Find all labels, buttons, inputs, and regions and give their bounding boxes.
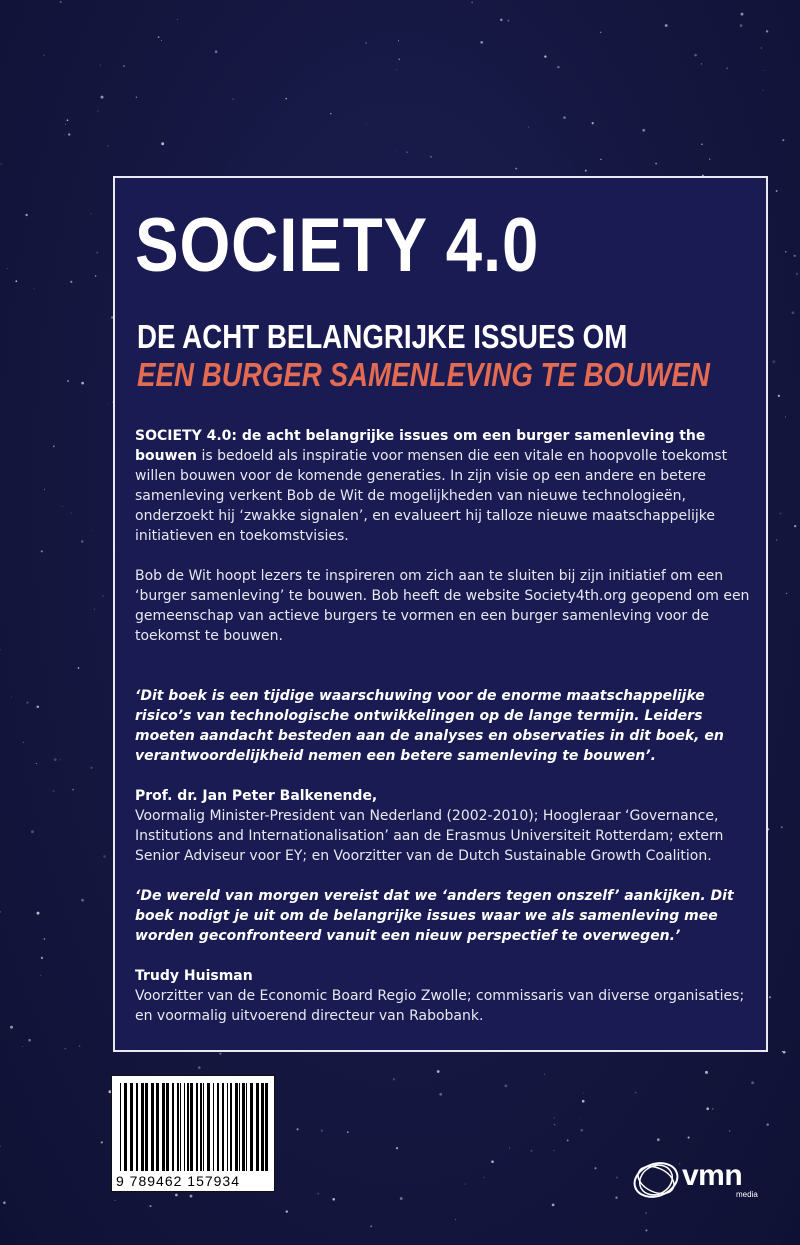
- star: [81, 540, 83, 542]
- star: [366, 124, 367, 125]
- star: [701, 63, 702, 64]
- star: [688, 1137, 690, 1139]
- star: [455, 1219, 456, 1220]
- star: [794, 255, 796, 257]
- star: [44, 938, 46, 940]
- star: [41, 957, 43, 959]
- star: [92, 530, 93, 531]
- star: [25, 214, 27, 216]
- star: [398, 58, 400, 60]
- star: [726, 68, 728, 70]
- barcode-bar: [256, 1083, 259, 1171]
- star: [96, 252, 98, 254]
- isbn-barcode: [111, 1075, 275, 1192]
- star: [370, 1225, 372, 1227]
- barcode-bar: [124, 1083, 127, 1171]
- star: [579, 1118, 580, 1119]
- barcode-bar: [246, 1083, 247, 1171]
- blurb-paragraph-1: [135, 426, 760, 546]
- star: [68, 133, 70, 135]
- star: [785, 251, 786, 252]
- star: [592, 122, 594, 124]
- star: [7, 268, 8, 269]
- star: [439, 1093, 442, 1096]
- star: [91, 213, 92, 214]
- star: [28, 1039, 31, 1042]
- book-title: SOCIETY 4.0: [135, 203, 540, 288]
- star: [365, 42, 367, 44]
- star: [430, 156, 432, 158]
- star: [215, 50, 218, 53]
- star: [79, 1045, 80, 1046]
- star: [507, 20, 509, 22]
- star: [712, 1108, 714, 1110]
- star: [761, 47, 762, 48]
- barcode-bar: [145, 1083, 148, 1171]
- star: [553, 1150, 554, 1151]
- star: [780, 513, 782, 515]
- star: [794, 525, 796, 527]
- star: [67, 119, 69, 121]
- subtitle-line-2: EEN BURGER SAMENLEVING TE BOUWEN: [137, 356, 710, 393]
- star: [645, 1229, 647, 1231]
- star: [400, 1197, 403, 1200]
- barcode-bar: [261, 1083, 264, 1171]
- star: [544, 55, 546, 57]
- star: [286, 1210, 288, 1212]
- barcode-bar: [172, 1083, 174, 1171]
- star: [285, 98, 287, 100]
- endorsement-credit-1: [135, 786, 760, 866]
- star: [62, 506, 63, 507]
- star: [36, 763, 37, 764]
- endorsement-quote-1: ‘Dit boek is een tijdige waarschuwing voor de enorme maatschappelijke risico’s van technologische ontwikkelingen op de lange termijn. Leiders moeten aandacht besteden aan de analyses en observaties in dit boek, en verantwoordelijkheid nemen een betere samenleving te bouwen’.: [135, 688, 724, 764]
- star: [785, 417, 786, 418]
- star: [763, 70, 764, 71]
- star: [783, 1051, 786, 1054]
- star: [635, 1092, 636, 1093]
- barcode-bar: [177, 1083, 179, 1171]
- star: [40, 975, 41, 976]
- barcode-bar: [196, 1083, 198, 1171]
- star: [297, 1128, 299, 1130]
- star: [232, 98, 233, 99]
- star: [600, 159, 602, 161]
- star: [107, 145, 109, 147]
- barcode-bar: [190, 1083, 193, 1171]
- barcode-bar: [180, 1083, 181, 1171]
- star: [321, 1129, 324, 1132]
- star: [161, 40, 162, 41]
- star: [657, 1138, 660, 1141]
- star: [0, 163, 2, 165]
- blurb-paragraph-1-body: is bedoeld als inspiratie voor mensen die een vitale en hoopvolle toekomst willen bouwen voor de komende generaties. In zijn visie op een andere en betere samenleving verkent Bob de Wit de mogelijkheden van nieuwe technologieën, onderzoekt hij ‘zwakke signalen’, en evalueert hij talloze nieuwe maatschappelijke initiatieven en toekomstvisies.: [135, 448, 728, 544]
- star: [114, 1200, 115, 1201]
- star: [646, 1213, 647, 1214]
- star: [769, 996, 771, 998]
- star: [53, 445, 55, 447]
- barcode-bar: [250, 1083, 253, 1171]
- star: [95, 275, 97, 277]
- blurb-paragraph-2: Bob de Wit hoopt lezers te inspireren om zich aan te sluiten bij zijn initiatief om een ‘burger samenleving’ te bouwen. Bob heeft de website Society4th.org geopend om een gemeenschap van actieve burgers te vormen en een burger samenleving voor de toekomst te bouwen.: [135, 568, 750, 644]
- star: [177, 19, 178, 20]
- star: [65, 124, 66, 125]
- star: [655, 163, 657, 165]
- barcode-bar: [162, 1083, 165, 1171]
- star: [406, 151, 407, 152]
- star: [796, 273, 798, 275]
- star: [766, 1123, 769, 1126]
- star: [782, 1051, 783, 1052]
- star: [782, 139, 784, 141]
- star: [642, 129, 645, 132]
- star: [509, 1148, 510, 1149]
- star: [740, 24, 743, 27]
- star: [317, 1193, 319, 1195]
- star: [531, 1150, 533, 1152]
- star: [64, 1048, 65, 1049]
- star: [23, 742, 24, 743]
- star: [567, 1139, 569, 1141]
- barcode-bar: [242, 1083, 245, 1171]
- star: [103, 855, 106, 858]
- star: [0, 1146, 1, 1147]
- star: [3, 1201, 6, 1204]
- endorsement-author-1: Prof. dr. Jan Peter Balkenende,: [135, 788, 378, 804]
- star: [97, 111, 98, 112]
- star: [219, 1053, 221, 1055]
- barcode-bar: [265, 1083, 268, 1171]
- star: [26, 702, 28, 704]
- star: [500, 19, 503, 22]
- star: [580, 1129, 583, 1132]
- star: [78, 667, 80, 669]
- barcode-bar: [184, 1083, 185, 1171]
- star: [44, 55, 45, 56]
- barcode-bar: [227, 1083, 228, 1171]
- star: [72, 789, 74, 791]
- barcode-bar: [156, 1083, 159, 1171]
- star: [776, 539, 778, 541]
- star: [557, 66, 559, 68]
- star: [544, 1074, 545, 1075]
- star: [709, 158, 710, 159]
- star: [528, 127, 529, 128]
- subtitle-line-1: DE ACHT BELANGRIJKE ISSUES OM: [137, 318, 628, 355]
- star: [158, 36, 160, 38]
- barcode-bar: [203, 1083, 204, 1171]
- star: [465, 1183, 466, 1184]
- star: [94, 609, 95, 610]
- star: [480, 41, 483, 44]
- star: [107, 404, 108, 405]
- publisher-logo: [630, 1155, 770, 1205]
- endorsement-affiliation-1: Voormalig Minister-President van Nederland (2002-2010); Hoogleraar ‘Governance, Institutions and Internationalisation’ aan de Erasmus Universiteit Rotterdam; extern Senior Adviseur voor EY; en Voorzitter van de Dutch Sustainable Growth Coalition.: [135, 808, 724, 864]
- star: [504, 1084, 507, 1087]
- star: [37, 912, 40, 915]
- publisher-subname: media: [736, 1190, 758, 1199]
- star: [515, 168, 517, 170]
- star: [398, 40, 399, 41]
- star: [37, 705, 40, 708]
- star: [792, 311, 795, 314]
- star: [615, 1197, 617, 1199]
- blurb-lead: SOCIETY 4.0: de acht belangrijke issues om een burger samenleving the bouwen: [135, 428, 706, 464]
- star: [741, 13, 744, 16]
- book-subtitle: [137, 318, 710, 394]
- star: [705, 1071, 708, 1074]
- star: [11, 697, 12, 698]
- star: [190, 1195, 193, 1198]
- star: [491, 1160, 494, 1163]
- star: [100, 65, 101, 66]
- star: [41, 550, 43, 552]
- star: [706, 1107, 709, 1110]
- barcode-bar: [151, 1083, 154, 1171]
- star: [53, 790, 55, 792]
- star: [10, 1026, 13, 1029]
- star: [393, 1078, 395, 1080]
- star: [594, 1167, 596, 1169]
- star: [15, 280, 17, 282]
- star: [22, 1046, 23, 1047]
- barcode-bar: [200, 1083, 202, 1171]
- star: [102, 595, 104, 597]
- barcode-bar: [217, 1083, 219, 1171]
- star: [582, 1100, 585, 1103]
- star: [70, 281, 72, 283]
- vmn-logo-icon: [630, 1155, 682, 1205]
- star: [101, 96, 104, 99]
- star: [59, 759, 60, 760]
- star: [701, 144, 702, 145]
- star: [585, 170, 587, 172]
- star: [554, 1117, 555, 1118]
- endorsement-credit-2: [135, 966, 760, 1026]
- star: [0, 649, 1, 650]
- star: [552, 1204, 555, 1207]
- star: [149, 1205, 151, 1207]
- barcode-bar: [136, 1083, 138, 1171]
- star: [101, 1141, 103, 1143]
- star: [54, 758, 57, 761]
- star: [766, 30, 768, 32]
- endorsement-quote-2: ‘De wereld van morgen vereist dat we ‘anders tegen onszelf’ aankijken. Dit boek nodigt je uit om de belangrijke issues waar we als samenleving mee worden geconfronteerd vanuit een nieuw perspectief te overwegen.’: [135, 888, 734, 944]
- star: [600, 32, 601, 33]
- star: [396, 1147, 398, 1149]
- star: [781, 826, 783, 828]
- star: [776, 190, 778, 192]
- star: [81, 382, 84, 385]
- star: [44, 489, 45, 490]
- barcode-bars: [120, 1083, 268, 1171]
- barcode-bar: [213, 1083, 214, 1171]
- star: [123, 65, 125, 67]
- star: [81, 899, 84, 902]
- star: [483, 1177, 484, 1178]
- publisher-name: vmn: [682, 1159, 743, 1192]
- star: [31, 830, 34, 833]
- star: [33, 288, 34, 289]
- star: [694, 54, 696, 56]
- isbn-number: 9 789462 157934: [116, 1173, 240, 1189]
- star: [751, 1081, 754, 1084]
- star: [332, 1198, 335, 1201]
- barcode-bar: [222, 1083, 224, 1171]
- star: [729, 1130, 731, 1132]
- star: [347, 1131, 349, 1133]
- star: [778, 395, 780, 397]
- content-panel: [113, 176, 768, 1052]
- star: [71, 513, 72, 514]
- star: [583, 1092, 584, 1093]
- star: [786, 593, 787, 594]
- star: [330, 113, 331, 114]
- star: [60, 1, 62, 3]
- barcode-bar: [130, 1083, 133, 1171]
- star: [64, 134, 65, 135]
- star: [772, 360, 775, 363]
- star: [554, 1124, 555, 1125]
- star: [762, 90, 763, 91]
- endorsement-author-2: Trudy Huisman: [135, 968, 253, 984]
- endorsement-affiliation-2: Voorzitter van de Economic Board Regio Zwolle; commissaris van diverse organisaties; en voormalig uitvoerend directeur van Rabobank.: [135, 988, 745, 1024]
- star: [396, 69, 397, 70]
- barcode-bar: [141, 1083, 144, 1171]
- back-cover-text: [135, 426, 760, 1046]
- star: [665, 24, 668, 27]
- star: [471, 2, 473, 4]
- star: [136, 97, 137, 98]
- star: [90, 767, 92, 769]
- star: [0, 911, 1, 913]
- barcode-bar: [230, 1083, 232, 1171]
- star: [175, 1194, 178, 1197]
- star: [67, 380, 69, 382]
- barcode-bar: [187, 1083, 189, 1171]
- barcode-bar: [166, 1083, 169, 1171]
- star: [198, 1066, 201, 1069]
- barcode-bar: [207, 1083, 210, 1171]
- barcode-bar: [120, 1083, 121, 1171]
- star: [616, 1177, 618, 1179]
- barcode-bar: [239, 1083, 240, 1171]
- barcode-bar: [235, 1083, 238, 1171]
- star: [395, 151, 396, 152]
- star: [437, 1070, 440, 1073]
- star: [563, 116, 566, 119]
- star: [161, 142, 164, 145]
